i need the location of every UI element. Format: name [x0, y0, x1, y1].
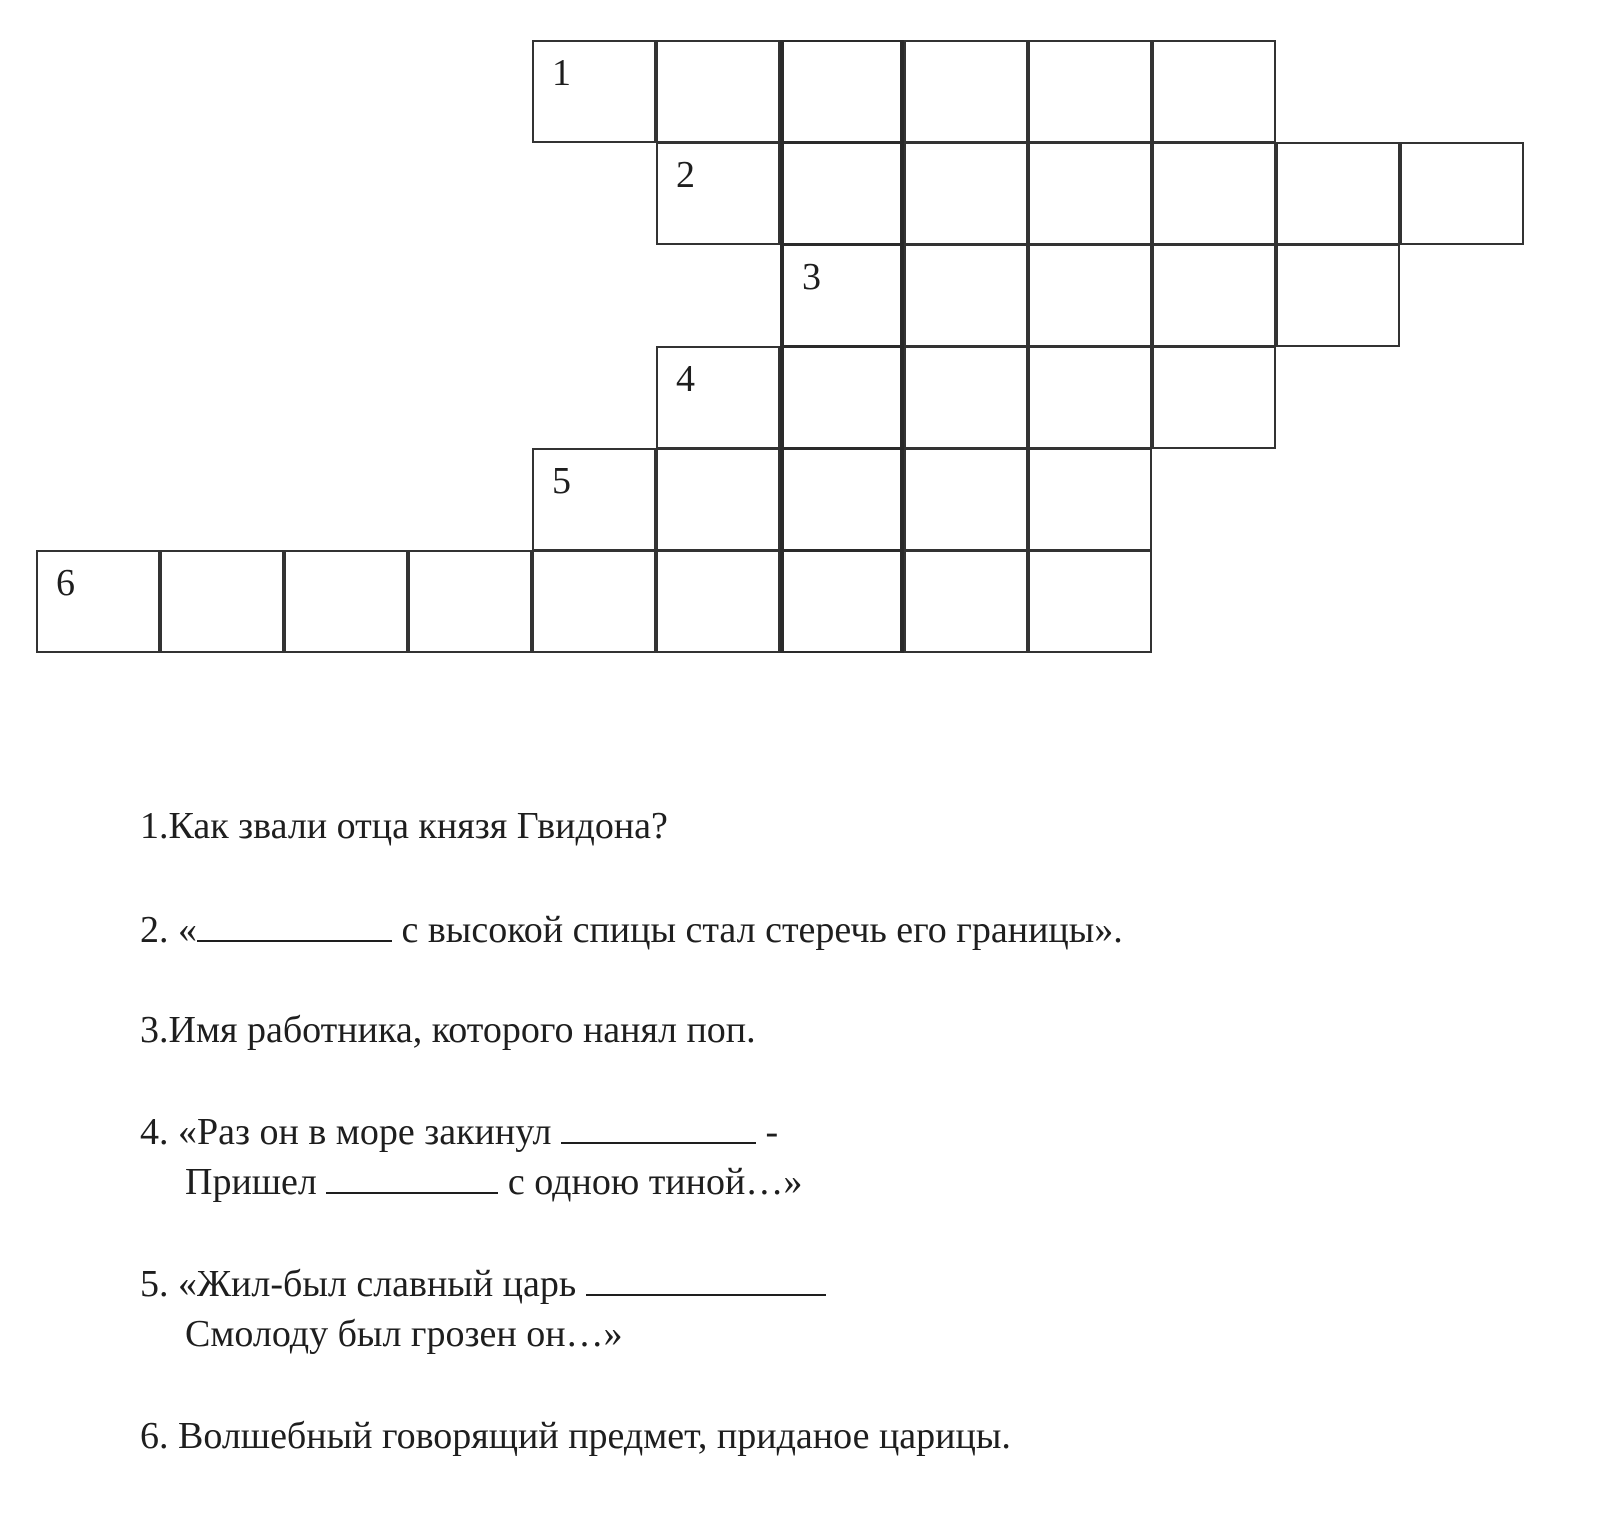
clue-5-text-start: 5. «Жил-был славный царь — [140, 1263, 586, 1305]
clue-5-text-end: Смолоду был грозен он…» — [185, 1313, 623, 1355]
key-column-cell — [780, 550, 904, 653]
crossword-cell — [1152, 346, 1276, 449]
crossword-cell — [1028, 346, 1152, 449]
crossword-cell — [532, 40, 656, 143]
crossword-cell — [1152, 40, 1276, 143]
crossword-cell — [656, 550, 780, 653]
answer-blank — [586, 1260, 826, 1296]
crossword-cell — [656, 40, 780, 143]
crossword-cell — [408, 550, 532, 653]
clue-number: 6 — [56, 562, 75, 604]
clue-6 — [140, 1410, 1011, 1462]
crossword-cell — [1028, 40, 1152, 143]
crossword-cell — [1028, 550, 1152, 653]
crossword-cell — [532, 448, 656, 551]
clue-2-text-end: с высокой спицы стал стеречь его границы». — [392, 909, 1123, 951]
crossword-cell — [904, 40, 1028, 143]
clue-4-line-2 — [140, 1156, 802, 1208]
crossword-cell — [1028, 448, 1152, 551]
crossword-cell — [532, 550, 656, 653]
key-column-cell — [780, 448, 904, 551]
clue-number: 5 — [552, 460, 571, 502]
crossword-cell — [160, 550, 284, 653]
clue-4-text-mid: Пришел — [185, 1161, 327, 1203]
crossword-cell — [284, 550, 408, 653]
answer-blank — [561, 1108, 756, 1144]
crossword-cell — [904, 346, 1028, 449]
crossword-cell — [1276, 244, 1400, 347]
clue-4-text-end: с одною тиной…» — [498, 1161, 803, 1203]
clue-number: 4 — [676, 358, 695, 400]
crossword-cell — [1400, 142, 1524, 245]
clue-3 — [140, 1004, 756, 1056]
clue-5-line-1 — [140, 1258, 826, 1310]
clue-6-text: 6. Волшебный говорящий предмет, приданое царицы. — [140, 1415, 1011, 1457]
crossword-cell — [1152, 142, 1276, 245]
crossword-cell — [1028, 244, 1152, 347]
crossword-cell — [904, 448, 1028, 551]
crossword-cell — [904, 142, 1028, 245]
clue-1-text: 1.Как звали отца князя Гвидона? — [140, 805, 668, 847]
clue-1 — [140, 800, 668, 852]
crossword-cell — [904, 550, 1028, 653]
key-column-cell — [780, 40, 904, 143]
crossword-cell — [656, 142, 780, 245]
key-column-cell — [780, 346, 904, 449]
clue-number: 1 — [552, 52, 571, 94]
answer-blank — [326, 1158, 498, 1194]
clue-4-dash: - — [756, 1111, 779, 1153]
crossword-grid — [0, 0, 1600, 700]
crossword-cell — [36, 550, 160, 653]
answer-blank — [197, 906, 392, 942]
key-column-cell — [780, 142, 904, 245]
crossword-cell — [1152, 244, 1276, 347]
clue-2 — [140, 904, 1123, 956]
clue-4-line-1 — [140, 1106, 778, 1158]
clue-2-text-start: 2. « — [140, 909, 197, 951]
clue-5-line-2 — [140, 1308, 623, 1360]
key-column-cell — [780, 244, 904, 347]
crossword-cell — [1276, 142, 1400, 245]
crossword-cell — [656, 346, 780, 449]
clue-number: 2 — [676, 154, 695, 196]
crossword-cell — [1028, 142, 1152, 245]
crossword-cell — [656, 448, 780, 551]
clue-number: 3 — [802, 256, 821, 298]
crossword-cell — [904, 244, 1028, 347]
clue-3-text: 3.Имя работника, которого нанял поп. — [140, 1009, 756, 1051]
clue-4-text-start: 4. «Раз он в море закинул — [140, 1111, 562, 1153]
